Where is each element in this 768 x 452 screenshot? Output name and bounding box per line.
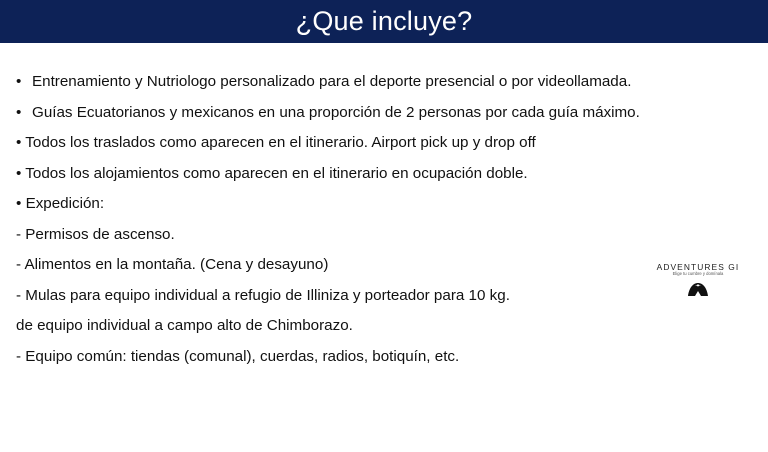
list-item (16, 286, 696, 317)
list-item-continuation (16, 316, 696, 347)
list-item-text: Todos los traslados como aparecen en el itinerario. Airport pick up y drop off (25, 134, 536, 151)
bullet: • (16, 164, 22, 182)
bullet: • (16, 73, 22, 90)
bullet: • (16, 195, 22, 212)
list-item (16, 133, 696, 164)
dash: - (16, 347, 22, 365)
brand-logo (652, 262, 744, 302)
list-item-text: Alimentos en la montaña. (Cena y desayuno) (24, 256, 329, 273)
list-item (16, 72, 696, 103)
list-item (16, 103, 696, 134)
mountain-icon (686, 279, 710, 297)
list-item-text: Expedición: (25, 195, 105, 212)
list-item (16, 164, 696, 195)
list-item-text: Permisos de ascenso. (25, 225, 175, 243)
list-item-text: Todos los alojamientos como aparecen en el itinerario en ocupación doble. (25, 164, 528, 182)
list-item-text: de equipo individual a campo alto de Chimborazo. (16, 317, 353, 334)
header-bar (0, 0, 768, 43)
dash: - (16, 225, 22, 243)
list-item (16, 225, 696, 256)
page-title: ¿Que incluye? (295, 6, 473, 36)
list-item (16, 255, 696, 286)
dash: - (16, 286, 22, 304)
list-item (16, 347, 696, 378)
list-item-text: Equipo común: tiendas (comunal), cuerdas, radios, botiquín, etc. (25, 347, 460, 365)
logo-name: ADVENTURES GI (656, 262, 740, 272)
bullet: • (16, 103, 22, 121)
bullet: • (16, 134, 22, 151)
list-item-text: Entrenamiento y Nutriologo personalizado para el deporte presencial o por videollamada. (32, 73, 632, 90)
dash: - (16, 256, 22, 273)
includes-list (16, 72, 696, 377)
list-item-text: Mulas para equipo individual a refugio de Illiniza y porteador para 10 kg. (25, 286, 510, 304)
logo-tagline: Elige tu cumbre y domínala (672, 271, 724, 276)
list-item (16, 194, 696, 225)
list-item-text: Guías Ecuatorianos y mexicanos en una proporción de 2 personas por cada guía máximo. (32, 103, 640, 121)
